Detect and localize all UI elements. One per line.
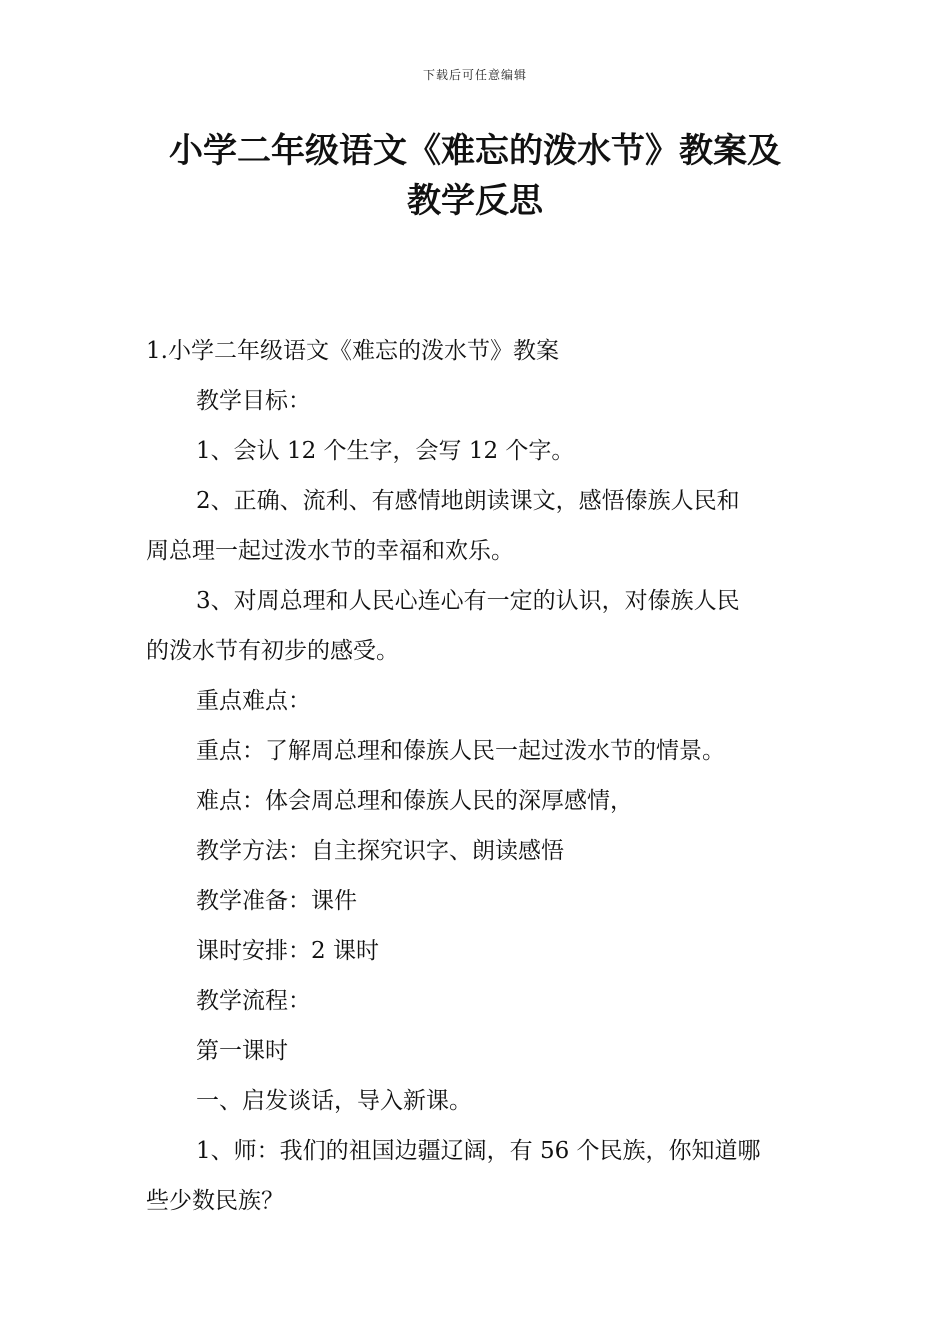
paragraph-line: 重点：了解周总理和傣族人民一起过泼水节的情景。	[196, 738, 725, 764]
paragraph-line: 教学目标：	[196, 388, 311, 414]
paragraph-line: 课时安排：2 课时	[196, 938, 379, 964]
paragraph-line: 周总理一起过泼水节的幸福和欢乐。	[146, 538, 514, 564]
paragraph-line: 的泼水节有初步的感受。	[146, 638, 399, 664]
paragraph-line: 教学方法：自主探究识字、朗读感悟	[196, 838, 564, 864]
paragraph-line: 2、正确、流利、有感情地朗读课文，感悟傣族人民和	[196, 488, 740, 514]
paragraph-line: 些少数民族？	[146, 1188, 284, 1214]
document-body	[146, 326, 810, 1226]
document-title	[120, 126, 830, 226]
section-heading: 1.小学二年级语文《难忘的泼水节》教案	[146, 338, 559, 364]
paragraph-line: 一、启发谈话，导入新课。	[196, 1088, 472, 1114]
header-note: 下载后可任意编辑	[422, 68, 527, 82]
paragraph-line: 教学准备：课件	[196, 888, 357, 914]
paragraph-line: 第一课时	[196, 1038, 288, 1064]
paragraph-line: 3、对周总理和人民心连心有一定的认识，对傣族人民	[196, 588, 740, 614]
paragraph-line: 教学流程：	[196, 988, 311, 1014]
title-line-2: 教学反思	[407, 181, 543, 221]
paragraph-line: 难点：体会周总理和傣族人民的深厚感情，	[196, 788, 633, 814]
paragraph-line: 1、师：我们的祖国边疆辽阔，有 56 个民族，你知道哪	[196, 1138, 761, 1164]
title-line-1: 小学二年级语文《难忘的泼水节》教案及	[169, 131, 781, 171]
paragraph-line: 1、会认 12 个生字，会写 12 个字。	[196, 438, 575, 464]
paragraph-line: 重点难点：	[196, 688, 311, 714]
